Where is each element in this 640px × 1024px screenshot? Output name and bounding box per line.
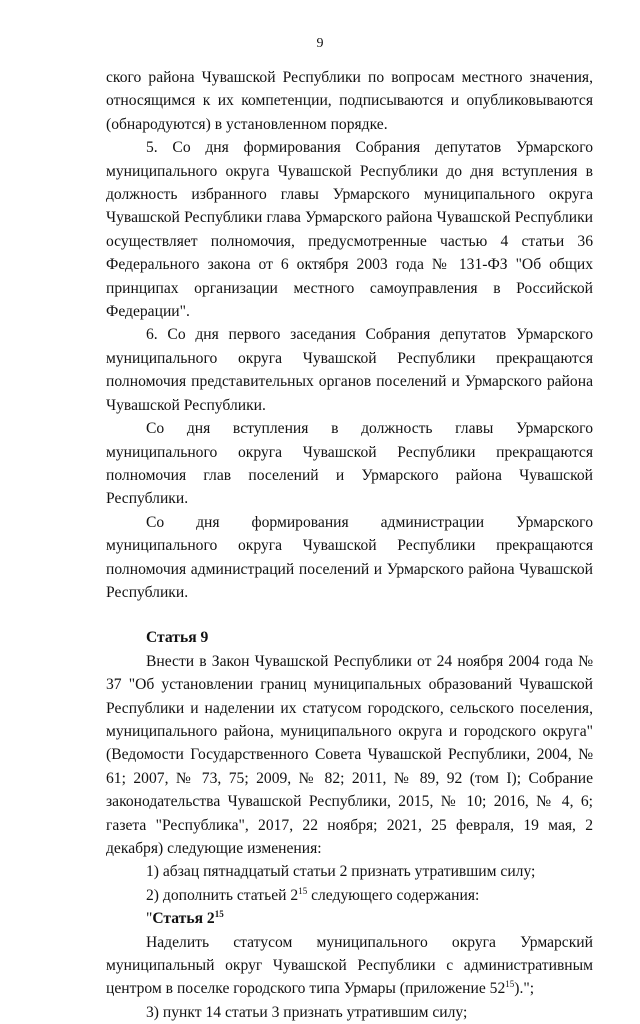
article-heading: Статья 9 [146,629,209,647]
superscript: 15 [214,909,224,920]
page-number: 9 [316,36,324,51]
item-text: )."; [514,980,535,998]
paragraph: Со дня формирования администрации Урмарского муниципального округа Чувашской Республики прекращаются полномочия администраций поселений и Урмарского района Чувашской Республики. [106,513,593,601]
paragraph: 5. Со дня формирования Собрания депутатов Урмарского муниципального округа Чувашской Республики до дня вступления в должность избранного главы Урмарского муниципального округа Чувашской Республики глава Урмарского района Чувашской Республики осуществляет полномочия, предусмотренные частью 4 статьи 36 Федерального закона от 6 октября 2003 года № 131-ФЗ "Об общих принципах организации местного самоуправления в Российской Федерации". [106,139,593,321]
superscript: 15 [298,885,308,896]
list-item [106,884,593,907]
superscript: 15 [505,979,515,990]
spacer [106,604,593,626]
open-quote: " [146,910,153,928]
sub-article-heading [106,907,593,930]
article-intro: Внести в Закон Чувашской Республики от 24 ноября 2004 года № 37 "Об установлении границ муниципальных образований Чувашской Республики и наделении их статусом городского, сельского поселения, муниципального района, муниципального округа и городского округа" (Ведомости Государственного Совета Чувашской Республики, 2004, № 61; 2007, № 73, 75; 2009, № 82; 2011, № 89, 92 (том I); Собрание законодательства Чувашской Республики, 2015, № 10; 2016, № 4, 6; газета "Республика", 2017, 22 ноября; 2021, 25 февраля, 19 мая, 2 декабря) следующие изменения: [106,652,593,857]
paragraph: ского района Чувашской Республики по вопросам местного значения, относящимся к их компетенции, подписываются и опубликовываются (обнародуются) в установленном порядке. [106,69,593,133]
document-body [106,66,593,1024]
sub-heading-text: Статья 2 [152,910,215,928]
item-text: 2) дополнить статьей 2 [146,886,299,904]
list-item: 3) пункт 14 статьи 3 признать утратившим силу; [146,1003,468,1021]
sub-article-text [106,931,593,1001]
paragraph: Со дня вступления в должность главы Урмарского муниципального округа Чувашской Республики прекращаются полномочия глав поселений и Урмарского района Чувашской Республики. [106,420,593,508]
list-item: 1) абзац пятнадцатый статьи 2 признать утратившим силу; [146,863,536,881]
item-text: следующего содержания: [307,886,480,904]
paragraph: 6. Со дня первого заседания Собрания депутатов Урмарского муниципального округа Чувашской Республики прекращаются полномочия представительных органов поселений и Урмарского района Чувашской Республики. [106,326,593,414]
item-text: Наделить статусом муниципального округа Урмарский муниципальный округ Чувашской Республики с административным центром в поселке городского типа Урмары (приложение 52 [106,933,593,998]
